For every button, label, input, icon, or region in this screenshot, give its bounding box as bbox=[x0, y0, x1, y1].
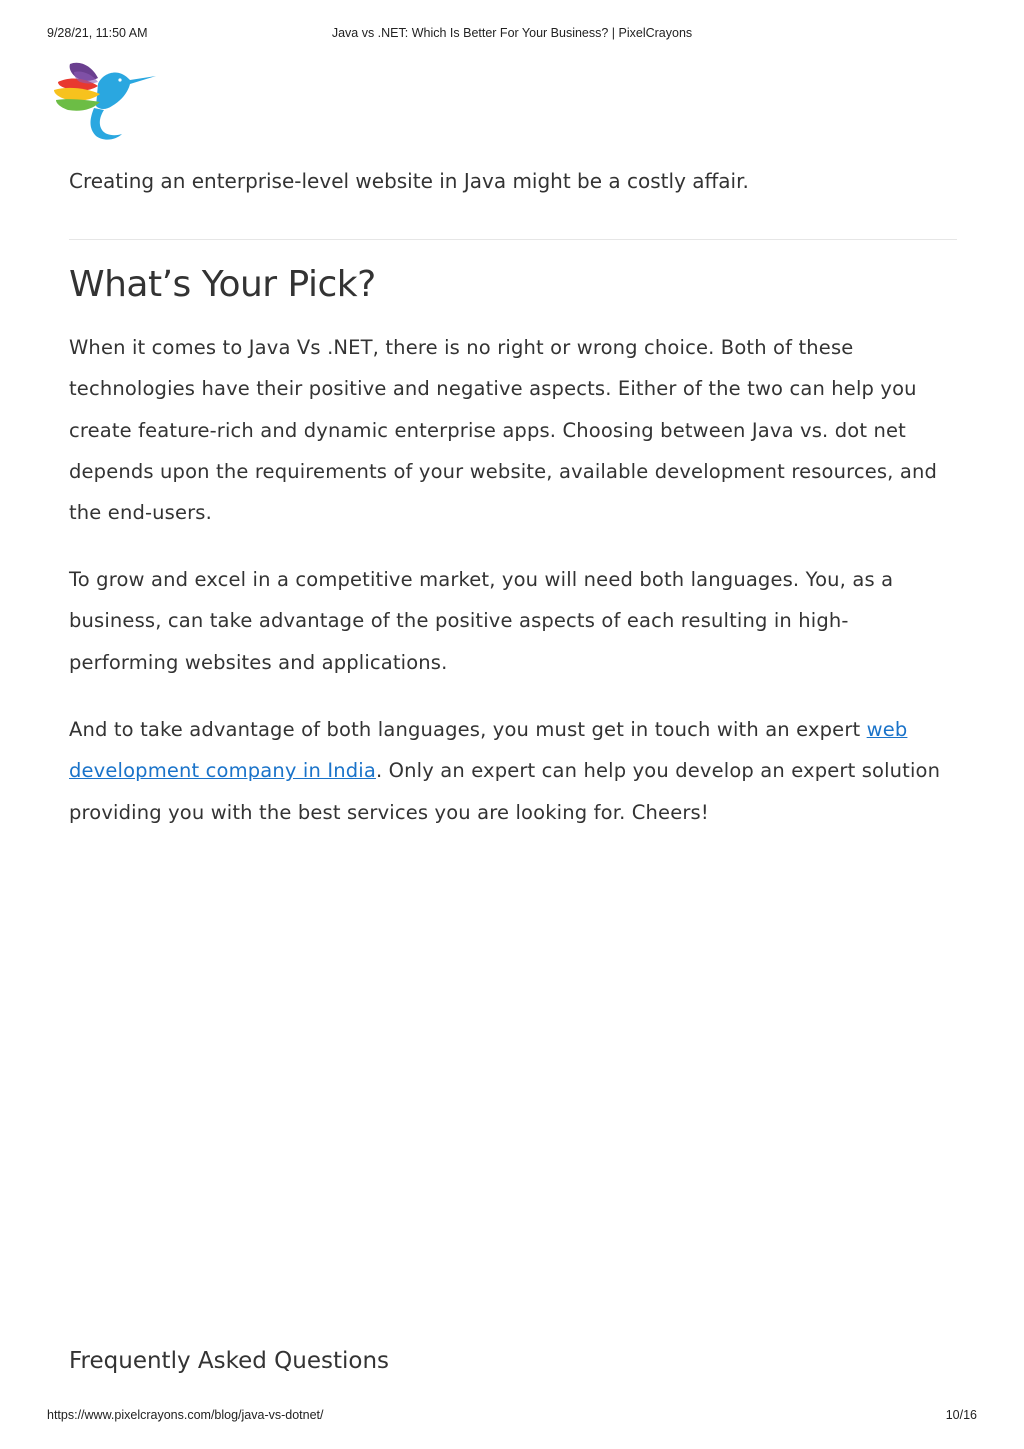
print-page-number: 10/16 bbox=[945, 1408, 977, 1422]
paragraph-choice: When it comes to Java Vs .NET, there is no right or wrong choice. Both of these technologies have their positive and negative aspects. Either of the two can help you create feature-rich and dynamic enterprise apps. Choosing between Java vs. dot net depends upon the requirements of your website, available development resources, and the end-users. bbox=[69, 336, 938, 525]
lead-paragraph: Creating an enterprise-level website in Java might be a costly affair. bbox=[69, 169, 749, 193]
web-development-link[interactable]: web development company in India bbox=[69, 718, 908, 783]
print-page-title: Java vs .NET: Which Is Better For Your Business? | PixelCrayons bbox=[331, 26, 693, 40]
logo-graphic bbox=[50, 56, 160, 146]
print-url: https://www.pixelcrayons.com/blog/java-vs-dotnet/ bbox=[47, 1408, 324, 1422]
paragraph-expert-text-start: And to take advantage of both languages, you must get in touch with an expert bbox=[69, 718, 867, 741]
paragraph-expert-text-end: . Only an expert can help you develop an expert solution providing you with the best services you are looking for. Cheers! bbox=[69, 759, 941, 824]
paragraph-market: To grow and excel in a competitive market, you will need both languages. You, as a business, can take advantage of the positive aspects of each resulting in high-performing websites and applications. bbox=[69, 568, 894, 674]
paragraph-expert bbox=[69, 709, 961, 833]
section-heading: What’s Your Pick? bbox=[69, 264, 376, 305]
print-header bbox=[0, 26, 1024, 42]
faq-heading: Frequently Asked Questions bbox=[69, 1348, 390, 1374]
section-divider bbox=[69, 239, 957, 240]
hummingbird-logo-icon[interactable] bbox=[50, 56, 160, 146]
print-datetime: 9/28/21, 11:50 AM bbox=[47, 26, 148, 40]
